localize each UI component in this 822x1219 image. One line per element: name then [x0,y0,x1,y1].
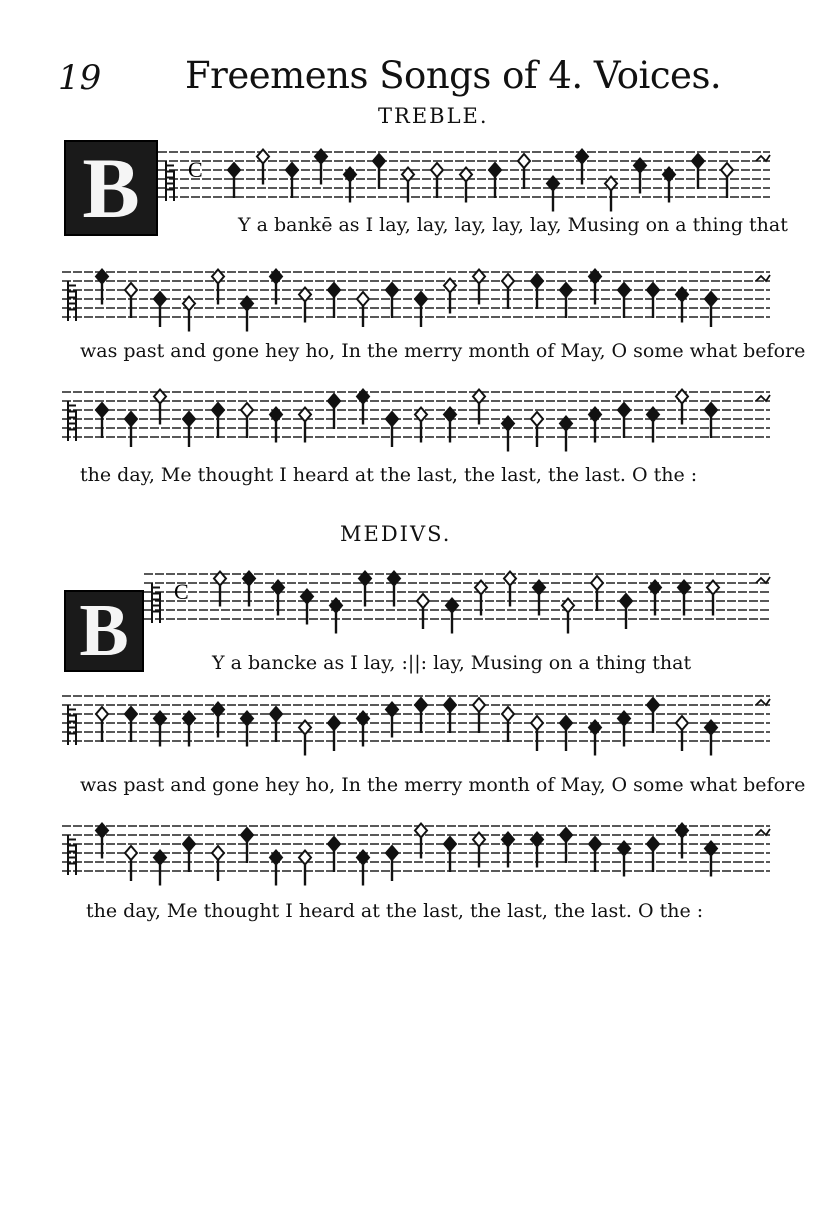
music-note [357,851,369,886]
clef-mark [166,161,174,201]
music-note [183,297,195,332]
music-note [328,394,340,429]
decorated-initial [64,140,158,236]
music-note [676,716,688,751]
decorated-initial [64,590,144,672]
music-note [286,163,298,198]
music-note [531,716,543,751]
music-note [328,283,340,318]
music-note [270,851,282,886]
music-note [299,721,311,756]
music-note [386,846,398,881]
music-note [446,599,458,634]
music-note [212,403,224,438]
music-note [125,412,137,447]
music-note [431,163,443,198]
music-staff [62,378,774,458]
lyric-line: Y a bancke as I lay, :||: lay, Musing on a thing that [212,652,692,674]
music-note [373,154,385,189]
music-note [183,412,195,447]
music-note [154,292,166,327]
lyric-line: was past and gone hey ho, In the merry month of May, O some what before [80,774,806,796]
music-note [444,698,456,733]
music-note [647,698,659,733]
mensuration-sign: C [174,579,189,605]
staff-lines [144,574,770,619]
music-note [591,576,603,611]
music-note [241,297,253,332]
lyric-line: the day, Me thought I heard at the last, the last, the last. O the : [80,464,698,486]
music-note [560,828,572,863]
music-note [125,283,137,318]
initial-letter: B [82,140,140,236]
music-note [647,837,659,872]
custos-mark [756,699,770,705]
music-note [299,851,311,886]
music-note [692,154,704,189]
custos-mark [756,275,770,281]
music-staff [62,258,774,338]
music-note [547,177,559,212]
part-heading-treble: TREBLE. [378,104,489,128]
music-note [415,292,427,327]
clef-mark [68,281,76,321]
music-note [241,828,253,863]
music-note [386,412,398,447]
page-title: Freemens Songs of 4. Voices. [185,54,722,97]
music-note [96,707,108,742]
music-note [620,594,632,629]
music-note [183,837,195,872]
music-staff [158,138,774,214]
initial-letter: B [79,590,129,672]
music-note [154,851,166,886]
music-staff [62,812,774,892]
music-note [502,274,514,309]
music-note [605,177,617,212]
music-note [96,403,108,438]
music-note [357,292,369,327]
music-note [489,163,501,198]
music-note [415,698,427,733]
music-note [502,417,514,452]
music-note [589,721,601,756]
clef-mark [68,401,76,441]
music-staff [144,560,774,640]
music-note [270,707,282,742]
music-note [444,837,456,872]
music-note [721,163,733,198]
music-staff [62,682,774,762]
music-note [328,716,340,751]
lyric-line: was past and gone hey ho, In the merry month of May, O some what before [80,340,806,362]
staff-lines [62,272,770,317]
part-heading-medius: MEDIVS. [340,522,452,546]
custos-mark [756,395,770,401]
mensuration-sign: C [188,157,203,183]
custos-mark [756,577,770,583]
music-note [125,707,137,742]
music-note [705,403,717,438]
music-note [518,154,530,189]
clef-mark [152,583,160,623]
music-note [705,292,717,327]
lyric-line: the day, Me thought I heard at the last, the last, the last. O the : [86,900,704,922]
music-note [386,283,398,318]
music-note [228,163,240,198]
page-number: 19 [58,58,102,98]
music-note [125,846,137,881]
custos-mark [756,155,770,161]
music-note [531,274,543,309]
music-note [560,417,572,452]
music-note [560,716,572,751]
lyric-line: Y a bankē as I lay, lay, lay, lay, lay, Musing on a thing that [238,214,788,236]
music-note [417,594,429,629]
music-note [531,412,543,447]
music-note [330,599,342,634]
music-note [328,837,340,872]
music-note [647,283,659,318]
music-note [560,283,572,318]
music-note [589,837,601,872]
music-note [618,403,630,438]
music-note [473,698,485,733]
music-note [705,721,717,756]
clef-mark [68,705,76,745]
music-note [241,403,253,438]
music-note [502,707,514,742]
custos-mark [756,829,770,835]
clef-mark [68,835,76,875]
music-note [562,599,574,634]
music-note [618,283,630,318]
music-note [212,846,224,881]
